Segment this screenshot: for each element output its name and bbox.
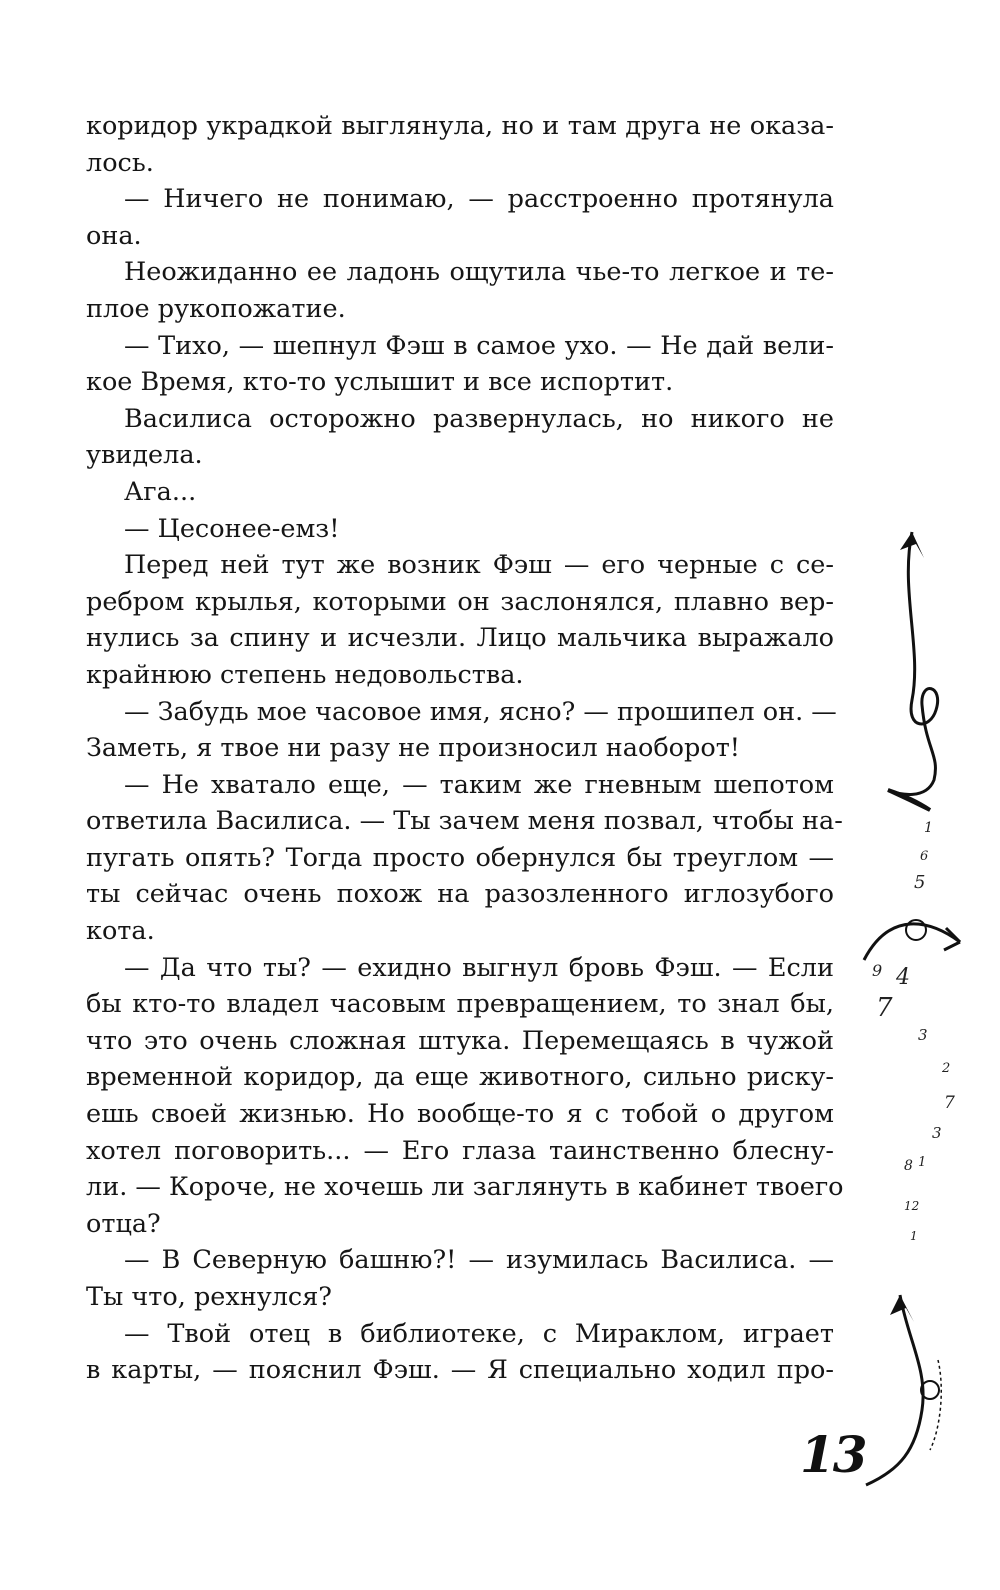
text-line: хотел поговорить... — Его глаза таинственно блесну- [86, 1135, 834, 1166]
text-line: что это очень сложная штука. Перемещаясь в чужой [86, 1025, 834, 1056]
clock-number: 7 [944, 1093, 955, 1113]
text-line: ответила Василиса. — Ты зачем меня позвал, чтобы на- [86, 806, 843, 837]
clock-number: 1 [910, 1229, 918, 1243]
text-line: плое рукопожатие. [86, 293, 346, 324]
text-line: Перед ней тут же возник Фэш — его черные с се- [124, 550, 834, 581]
text-line: ребром крылья, которыми он заслонялся, плавно вер- [86, 586, 834, 617]
clock-number: 2 [942, 1061, 951, 1076]
text-line: отца? [86, 1208, 161, 1239]
clock-number: 1 [924, 820, 933, 836]
clock-hand-ornament [860, 510, 980, 1520]
text-line: кота. [86, 916, 155, 947]
text-line: — В Северную башню?! — изумилась Василиса. — [124, 1245, 834, 1276]
text-line: нулись за спину и исчезли. Лицо мальчика выражало [86, 623, 834, 654]
clock-number: 12 [904, 1199, 920, 1213]
text-line: Неожиданно ее ладонь ощутила чье-то легкое и те- [124, 257, 834, 288]
text-line: Ты что, рехнулся? [86, 1282, 332, 1312]
text-line: бы кто-то владел часовым превращением, то знал бы, [86, 989, 834, 1020]
clock-number: 5 [914, 872, 926, 893]
text-line: кое Время, кто-то услышит и все испортит. [86, 367, 674, 398]
text-line: ли. — Короче, не хочешь ли заглянуть в кабинет твоего [86, 1172, 844, 1203]
text-line: временной коридор, да еще животного, сильно риску- [86, 1062, 834, 1093]
text-line: — Твой отец в библиотеке, с Мираклом, играет [124, 1318, 834, 1349]
clock-number: 7 [876, 993, 893, 1023]
text-line: — Тихо, — шепнул Фэш в самое ухо. — Не дай вели- [124, 330, 834, 361]
page-number: 13 [800, 1425, 866, 1484]
text-line: лось. [86, 147, 154, 178]
text-line: коридор украдкой выглянула, но и там друга не оказа- [86, 111, 834, 141]
clock-number: 9 [872, 961, 883, 980]
text-line: — Не хватало еще, — таким же гневным шепотом [124, 769, 834, 800]
text-line: Заметь, я твое ни разу не произносил наоборот! [86, 733, 741, 764]
clock-number: 4 [896, 965, 910, 990]
text-line: ты сейчас очень похож на разозленного иглозубого [86, 879, 834, 910]
text-line: — Забудь мое часовое имя, ясно? — прошипел он. — [124, 696, 837, 727]
clock-number: 1 [918, 1155, 927, 1170]
text-line: — Цесонее-емз! [124, 513, 340, 544]
text-line: она. [86, 220, 142, 251]
text-line: крайнюю степень недовольства. [86, 659, 524, 690]
text-line: Василиса осторожно развернулась, но никого не [124, 403, 834, 434]
text-line: ешь своей жизнью. Но вообще-то я с тобой о другом [86, 1099, 834, 1130]
text-line: увидела. [86, 440, 203, 471]
text-line: — Ничего не понимаю, — расстроенно протянула [124, 184, 834, 215]
text-line: пугать опять? Тогда просто обернулся бы треуглом — [86, 842, 834, 873]
text-line: в карты, — пояснил Фэш. — Я специально ходил про- [86, 1355, 834, 1386]
body-text [86, 108, 844, 1389]
text-line: — Да что ты? — ехидно выгнул бровь Фэш. — Если [124, 952, 834, 983]
text-line: Ага... [124, 476, 197, 507]
clock-number: 6 [920, 849, 929, 864]
clock-number: 3 [918, 1026, 928, 1044]
clock-number: 8 [904, 1158, 913, 1174]
clock-number: 3 [932, 1124, 942, 1142]
